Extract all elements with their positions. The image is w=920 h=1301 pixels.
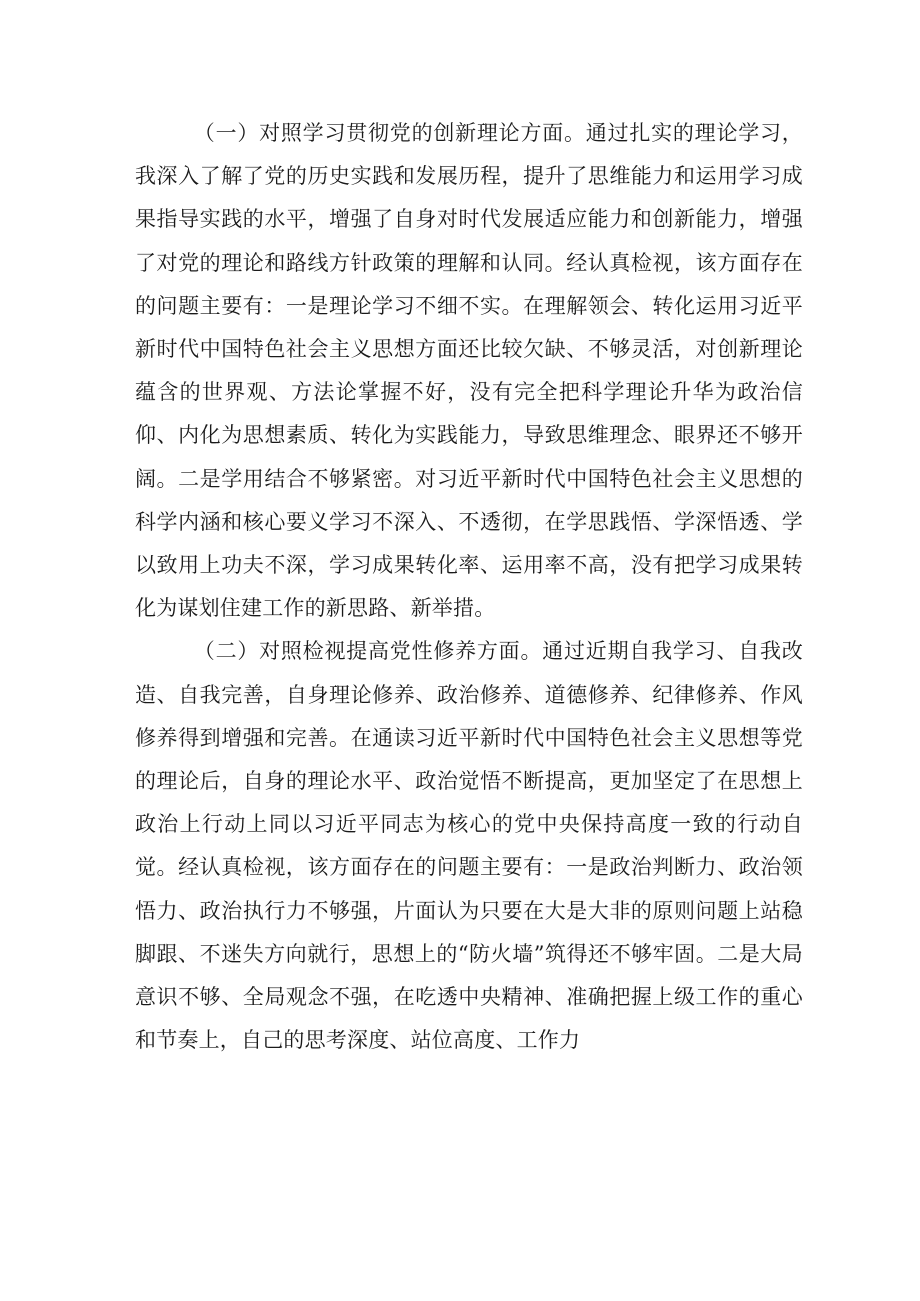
paragraph-2: （二）对照检视提高党性修养方面。通过近期自我学习、自我改造、自我完善，自身理论修养、政治修养、道德修养、纪律修养、作风修养得到增强和完善。在通读习近平新时代中国特色社会主义思想等党的理论后，自身的理论水平、政治觉悟不断提高，更加坚定了在思想上政治上行动上同以习近平同志为核心的党中央保持高度一致的行动自觉。经认真检视，该方面存在的问题主要有：一是政治判断力、政治领悟力、政治执行力不够强，片面认为只要在大是大非的原则问题上站稳脚跟、不迷失方向就行，思想上的“防火墙”筑得还不够牢固。二是大局意识不够、全局观念不强，在吃透中央精神、准确把握上级工作的重心和节奏上，自己的思考深度、站位高度、工作力 (135, 639, 803, 1053)
document-body (135, 112, 803, 1062)
paragraph-1: （一）对照学习贯彻党的创新理论方面。通过扎实的理论学习，我深入了解了党的历史实践和发展历程，提升了思维能力和运用学习成果指导实践的水平，增强了自身对时代发展适应能力和创新能力，增强了对党的理论和路线方针政策的理解和认同。经认真检视，该方面存在的问题主要有：一是理论学习不细不实。在理解领会、转化运用习近平新时代中国特色社会主义思想方面还比较欠缺、不够灵活，对创新理论蕴含的世界观、方法论掌握不好，没有完全把科学理论升华为政治信仰、内化为思想素质、转化为实践能力，导致思维理念、眼界还不够开阔。二是学用结合不够紧密。对习近平新时代中国特色社会主义思想的科学内涵和核心要义学习不深入、不透彻，在学思践悟、学深悟透、学以致用上功夫不深，学习成果转化率、运用率不高，没有把学习成果转化为谋划住建工作的新思路、新举措。 (135, 121, 803, 621)
